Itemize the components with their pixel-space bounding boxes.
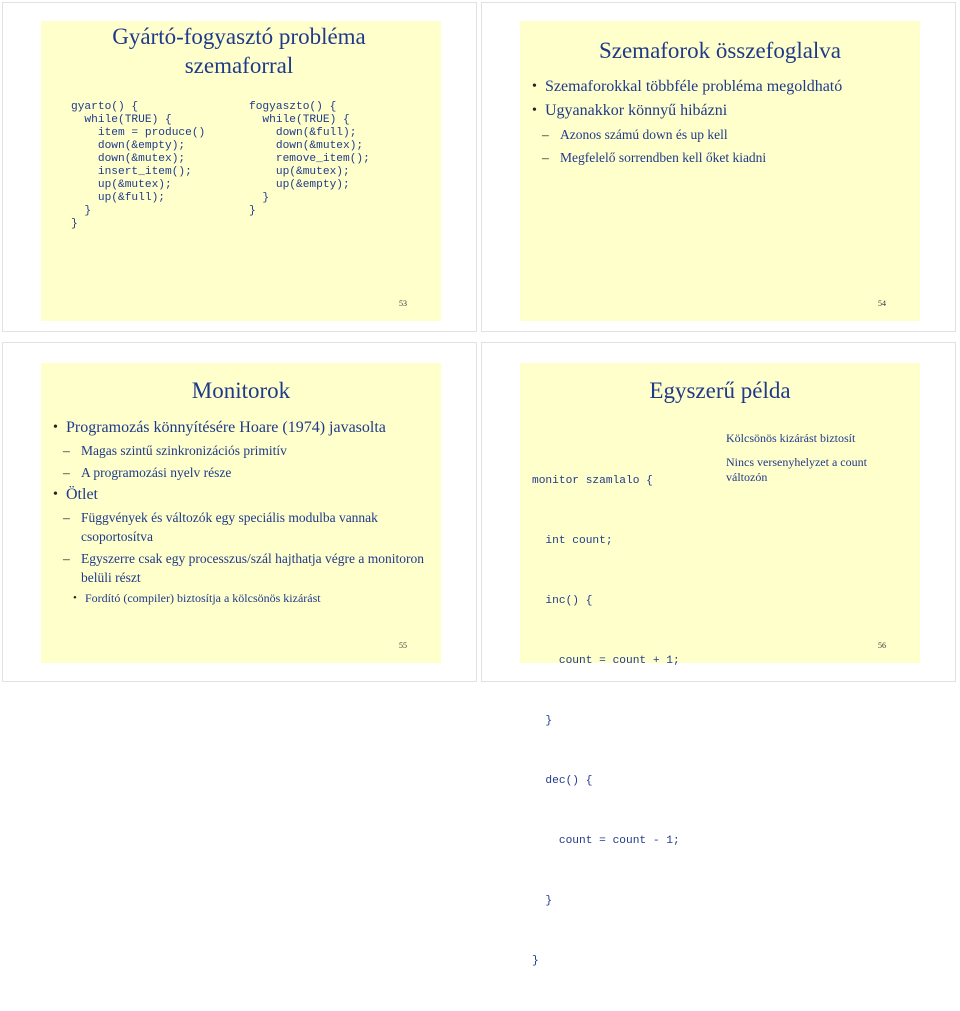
- code-line: }: [532, 955, 539, 967]
- slide-53: [2, 2, 477, 332]
- page-number: 54: [878, 299, 886, 308]
- page-number: 55: [399, 641, 407, 650]
- sub-bullet-item: – Azonos számú down és up kell: [532, 125, 917, 144]
- sub-bullet-item: – Magas szintű szinkronizációs primitív: [53, 441, 433, 460]
- code-line: int count;: [532, 535, 613, 547]
- bullet-item: • Ötlet: [53, 485, 433, 505]
- code-line: inc() {: [532, 595, 593, 607]
- slide-56: [481, 342, 956, 967]
- bullet-list: [532, 77, 917, 167]
- page-number: 53: [399, 299, 407, 308]
- slide-panel: [41, 363, 441, 663]
- monitor-code: [532, 431, 680, 1011]
- note-no-race: Nincs versenyhelyzet a count változón: [726, 455, 867, 484]
- slide-panel: [520, 363, 920, 967]
- sub-bullet-item: – Megfelelő sorrendben kell őket kiadni: [532, 148, 917, 167]
- slide-title: Gyártó-fogyasztó probléma szemaforral: [112, 24, 366, 78]
- code-line: count = count + 1;: [532, 655, 680, 667]
- slide-panel: [520, 21, 920, 321]
- page-number: 56: [878, 641, 886, 650]
- code-line: dec() {: [532, 775, 593, 787]
- code-line: count = count - 1;: [532, 835, 680, 847]
- bullet-item: • Ugyanakkor könnyű hibázni: [532, 101, 917, 121]
- producer-code: gyarto() { while(TRUE) { item = produce() down(&empty); down(&mutex); insert_item(); up(&mutex); up(&full); } }: [71, 101, 206, 230]
- bullet-list: [53, 418, 433, 607]
- sub-sub-bullet-item: • Fordító (compiler) biztosítja a kölcsönös kizárást: [53, 590, 433, 607]
- slide-title: Szemaforok összefoglalva: [598, 38, 842, 63]
- consumer-code: fogyaszto() { while(TRUE) { down(&full); down(&mutex); remove_item(); up(&mutex); up(&empty); } }: [249, 101, 370, 217]
- code-line: monitor szamlalo {: [532, 475, 653, 487]
- code-line: }: [532, 715, 553, 727]
- bullet-item: • Programozás könnyítésére Hoare (1974) javasolta: [53, 418, 433, 438]
- sub-bullet-item: – Függvények és változók egy speciális modulba vannak csoportosítva: [53, 508, 433, 546]
- bullet-item: • Szemaforokkal többféle probléma megoldható: [532, 77, 917, 97]
- sub-bullet-item: – A programozási nyelv része: [53, 463, 433, 482]
- slide-title: Egyszerű példa: [649, 378, 791, 403]
- sub-bullet-item: – Egyszerre csak egy processzus/szál hajthatja végre a monitoron belüli részt: [53, 549, 433, 587]
- slide-title: Monitorok: [191, 378, 291, 403]
- slide-55: [2, 342, 477, 682]
- note-mutual-exclusion: Kölcsönös kizárást biztosít: [726, 431, 856, 445]
- slide-panel: [41, 21, 441, 321]
- slide-54: [481, 2, 956, 332]
- code-line: }: [532, 895, 553, 907]
